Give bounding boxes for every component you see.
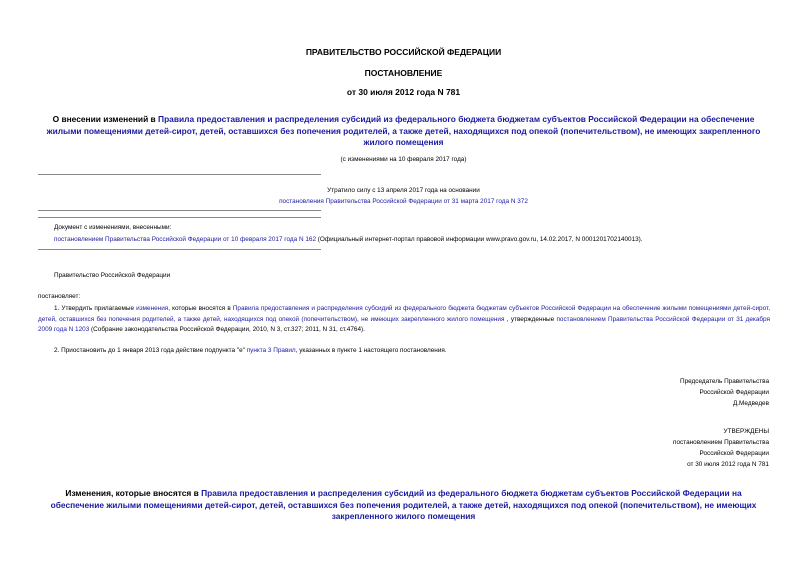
paragraph-1 — [38, 304, 770, 336]
divider — [38, 249, 321, 250]
document-type-heading: ПОСТАНОВЛЕНИЕ — [364, 68, 443, 78]
divider — [38, 217, 321, 218]
amendments-label: Документ с изменениями, внесенными: — [54, 224, 172, 231]
rules-link[interactable]: Правила предоставления и распределения субсидий из федерального бюджета бюджетам субъектов Российской Федерации на обеспечение жилыми помещениями детей-сирот, детей, оставшихся без попечения родителей, а также детей, находящихся под опекой (попечительством), не имеющих закрепленного жилого помещения — [38, 305, 771, 323]
p2-text: 2. Приостановить до 1 января 2013 года действие подпункта "е" — [54, 347, 247, 354]
document-date-number: от 30 июля 2012 года N 781 — [346, 87, 461, 97]
approval-line: Российской Федерации — [699, 450, 769, 457]
rules-item-3-link[interactable]: пункта 3 Правил — [246, 347, 296, 354]
p1-text: (Собрание законодательства Российской Федерации, 2010, N 3, ст.327; 2011, N 31, ст.4764). — [89, 326, 365, 333]
approval-line: постановлением Правительства — [673, 439, 769, 446]
p1-text: , которые вносятся в — [168, 305, 233, 312]
signature-block — [680, 376, 769, 409]
title-prefix: О внесении изменений в — [52, 114, 159, 124]
signature-title: Председатель Правительства — [680, 378, 769, 385]
changes-title-prefix: Изменения, которые вносятся в — [65, 488, 202, 498]
amendment-source: (Официальный интернет-портал правовой информации www.pravo.gov.ru, 14.02.2017, N 0001201702140013). — [316, 235, 643, 243]
paragraph-2 — [38, 346, 770, 357]
p1-text: 1. Утвердить прилагаемые — [54, 305, 137, 312]
amendment-decree-link[interactable]: постановлением Правительства Российской Федерации от 10 февраля 2017 года N 162 — [54, 235, 317, 243]
document-title — [40, 114, 767, 149]
amendments-line — [54, 234, 774, 246]
signature-country: Российской Федерации — [699, 389, 769, 396]
expired-note-text: Утратило силу с 13 апреля 2017 года на основании — [327, 187, 480, 194]
expired-note — [0, 185, 807, 207]
government-heading: ПРАВИТЕЛЬСТВО РОССИЙСКОЙ ФЕДЕРАЦИИ — [305, 47, 502, 57]
title-rules-link[interactable]: Правила предоставления и распределения субсидий из федерального бюджета бюджетам субъектов Российской Федерации на обеспечение жилыми помещениями детей-сирот, детей, оставшихся без попечения родителей, а также детей, находящихся под опекой (попечительством), не имеющих закрепленного жилого помещения — [46, 114, 761, 147]
approval-block — [673, 426, 769, 470]
signature-name: Д.Медведев — [732, 400, 769, 407]
divider — [38, 174, 321, 175]
decrees-text: постановляет: — [38, 293, 81, 300]
changes-link[interactable]: изменения — [136, 305, 169, 312]
divider — [38, 210, 321, 211]
revision-note: (с изменениями на 10 февраля 2017 года) — [340, 156, 467, 163]
changes-title — [40, 488, 767, 523]
expired-decree-link[interactable]: постановления Правительства Российской Федерации от 31 марта 2017 года N 372 — [279, 198, 528, 205]
approval-date: от 30 июля 2012 года N 781 — [687, 461, 769, 468]
p2-text: , указанных в пункте 1 настоящего постановления. — [295, 347, 447, 354]
amendments-block — [54, 222, 774, 245]
p1-text: , утвержденные — [504, 315, 557, 323]
approval-label: УТВЕРЖДЕНЫ — [723, 428, 769, 435]
issuer-text: Правительство Российской Федерации — [54, 272, 171, 279]
decree-1203-link[interactable]: постановлением Правительства Российской Федерации от 31 декабря 2009 года N 1203 — [38, 315, 770, 333]
changes-title-rules-link[interactable]: Правила предоставления и распределения субсидий из федерального бюджета бюджетам субъектов Российской Федерации на обеспечение жилыми помещениями детей-сирот, детей, оставшихся без попечения родителей, а также детей, находящихся под опекой (попечительством), не имеющих закрепленного жилого помещения — [50, 488, 757, 521]
